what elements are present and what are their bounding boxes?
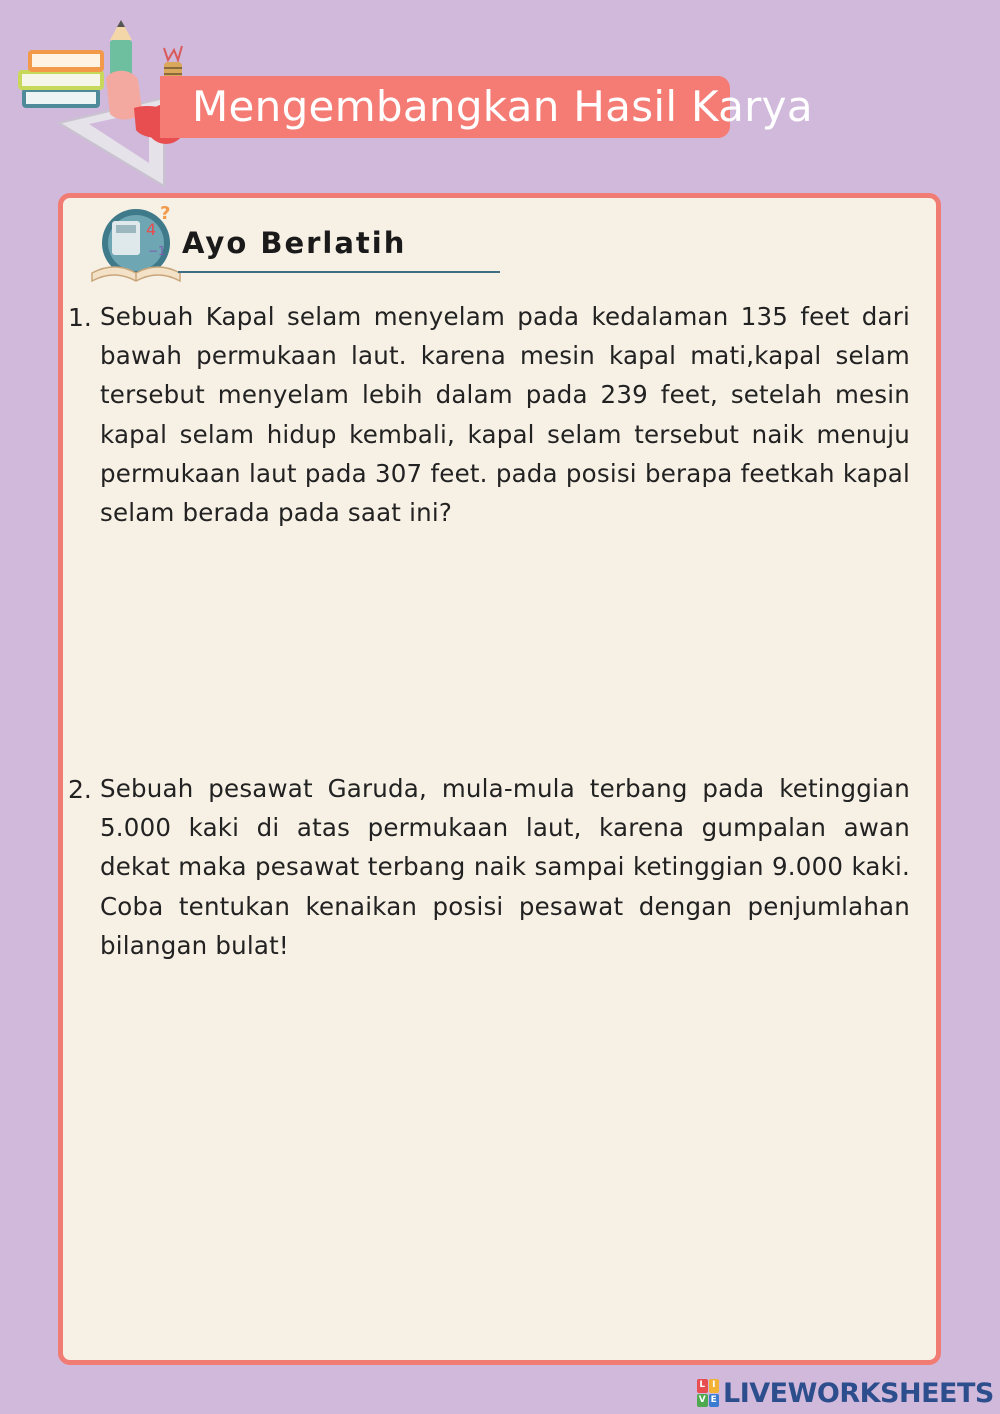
page-title: Mengembangkan Hasil Karya <box>192 82 813 131</box>
books-icon <box>18 50 104 108</box>
svg-text:−1: −1 <box>148 244 166 258</box>
question-2-text: Sebuah pesawat Garuda, mula-mula terbang pada ketinggian 5.000 kaki di atas permukaan laut, karena gumpalan awan dekat maka pesawat terbang naik sampai ketinggian 9.000 kaki. Coba tentukan kenaikan posisi pesawat dengan penjumlahan bilangan bulat! <box>100 774 910 960</box>
question-1-number: 1. <box>68 303 92 332</box>
svg-text:?: ? <box>160 203 171 224</box>
section-title: Ayo Berlatih <box>182 226 407 260</box>
math-book-icon <box>86 203 186 288</box>
question-2-number: 2. <box>68 775 92 804</box>
liveworksheets-logo-icon: L I V E <box>697 1379 719 1407</box>
question-1-text: Sebuah Kapal selam menyelam pada kedalaman 135 feet dari bawah permukaan laut. karena mesin kapal mati,kapal selam tersebut menyelam lebih dalam pada 239 feet, setelah mesin kapal selam hidup kembali, kapal selam tersebut naik menuju permukaan laut pada 307 feet. pada posisi berapa feetkah kapal selam berada pada saat ini? <box>100 302 910 528</box>
liveworksheets-logo <box>697 1377 994 1409</box>
liveworksheets-logo-text: LIVEWORKSHEETS <box>723 1377 994 1409</box>
section-divider <box>178 271 500 273</box>
svg-text:4: 4 <box>146 220 157 239</box>
